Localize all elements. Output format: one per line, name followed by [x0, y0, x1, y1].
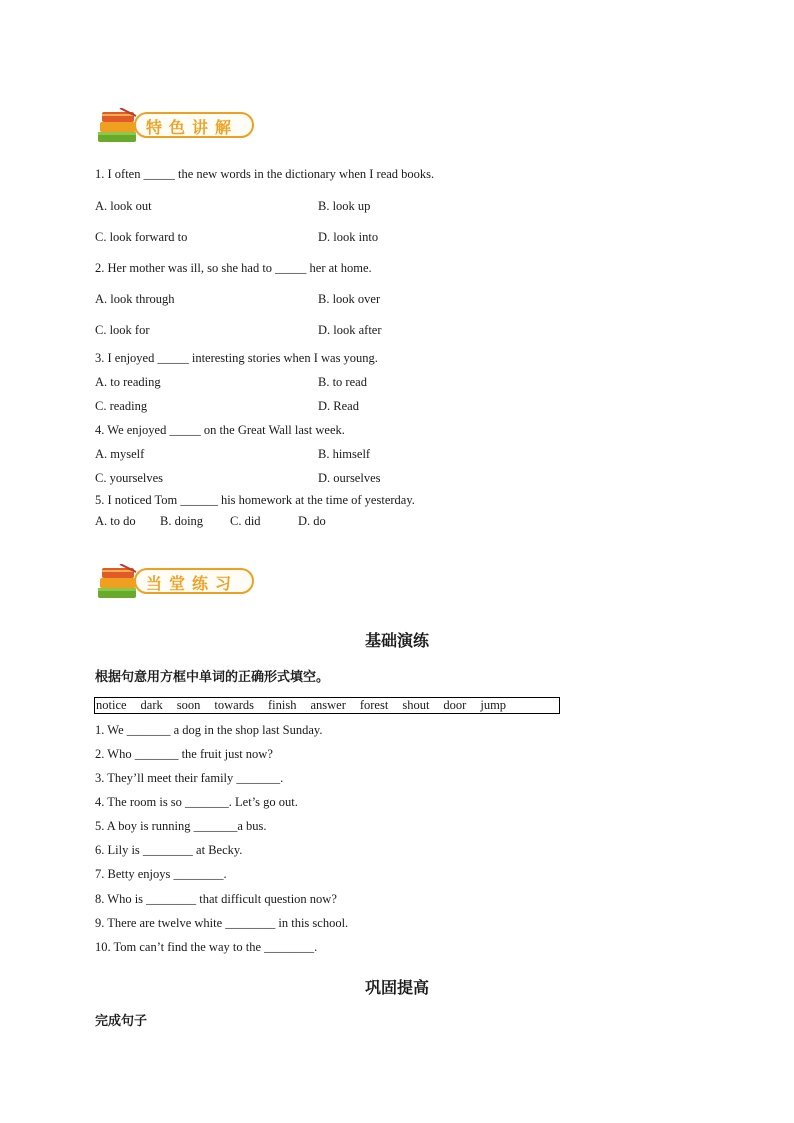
word-bank-item: notice — [96, 698, 127, 712]
section-badge-practice — [96, 564, 261, 602]
question-2-option-a: A. look through — [95, 292, 175, 306]
question-3-option-a: A. to reading — [95, 375, 161, 389]
fill-sentence-1: 1. We _______ a dog in the shop last Sunday. — [95, 723, 323, 737]
question-5-stem: 5. I noticed Tom ______ his homework at the time of yesterday. — [95, 493, 415, 507]
section-badge-features — [96, 108, 261, 146]
word-bank-item: finish — [267, 698, 297, 712]
subheading-consolidate: 巩固提高 — [364, 980, 429, 997]
question-3-option-c: C. reading — [95, 399, 148, 413]
question-5-option-b: B. doing — [160, 514, 204, 528]
fill-sentence-4: 4. The room is so _______. Let’s go out. — [95, 795, 298, 809]
word-bank-item: shout — [402, 698, 430, 712]
word-bank-item: answer — [310, 698, 346, 712]
section-title-tag — [134, 568, 254, 594]
question-2-option-b: B. look over — [318, 292, 381, 306]
question-3-option-b: B. to read — [318, 375, 367, 389]
instruction-fill-in: 根据句意用方框中单词的正确形式填空。 — [95, 670, 330, 685]
fill-sentence-10: 10. Tom can’t find the way to the ________. — [95, 940, 318, 954]
fill-sentence-6: 6. Lily is ________ at Becky. — [95, 843, 243, 857]
word-bank-item: jump — [480, 698, 507, 712]
section-title-tag — [134, 112, 254, 138]
question-2-option-c: C. look for — [95, 323, 150, 337]
fill-sentence-8: 8. Who is ________ that difficult question now? — [95, 892, 337, 906]
subheading-basic-drill: 基础演练 — [364, 633, 429, 650]
instruction-complete-sentences: 完成句子 — [95, 1014, 148, 1029]
question-5-option-d: D. do — [298, 514, 326, 528]
question-3-option-d: D. Read — [318, 399, 359, 413]
question-1-option-b: B. look up — [318, 199, 371, 213]
section-title: 当堂练习 — [146, 574, 239, 593]
question-4-option-c: C. yourselves — [95, 471, 164, 485]
question-4-stem: 4. We enjoyed _____ on the Great Wall last week. — [95, 423, 345, 437]
section-title: 特色讲解 — [146, 118, 239, 137]
word-bank-item: towards — [214, 698, 254, 712]
question-4-option-a: A. myself — [95, 447, 145, 461]
question-1-option-d: D. look into — [318, 230, 379, 244]
question-1-stem: 1. I often _____ the new words in the dictionary when I read books. — [95, 167, 435, 181]
question-1-option-c: C. look forward to — [95, 230, 188, 244]
word-bank-item: door — [443, 698, 467, 712]
question-5-option-c: C. did — [230, 514, 261, 528]
fill-sentence-5: 5. A boy is running _______a bus. — [95, 819, 267, 833]
fill-sentence-9: 9. There are twelve white ________ in this school. — [95, 916, 349, 930]
question-2-option-d: D. look after — [318, 323, 382, 337]
question-4-option-d: D. ourselves — [318, 471, 381, 485]
word-bank-item: dark — [140, 698, 163, 712]
question-5-option-a: A. to do — [95, 514, 136, 528]
question-3-stem: 3. I enjoyed _____ interesting stories when I was young. — [95, 351, 378, 365]
fill-sentence-3: 3. They’ll meet their family _______. — [95, 771, 284, 785]
fill-sentence-2: 2. Who _______ the fruit just now? — [95, 747, 273, 761]
question-4-option-b: B. himself — [318, 447, 371, 461]
word-bank-item: soon — [176, 698, 201, 712]
question-1-option-a: A. look out — [95, 199, 152, 213]
word-bank-box — [94, 697, 560, 714]
word-bank-item: forest — [359, 698, 389, 712]
question-2-stem: 2. Her mother was ill, so she had to _____ her at home. — [95, 261, 372, 275]
fill-sentence-7: 7. Betty enjoys ________. — [95, 867, 227, 881]
